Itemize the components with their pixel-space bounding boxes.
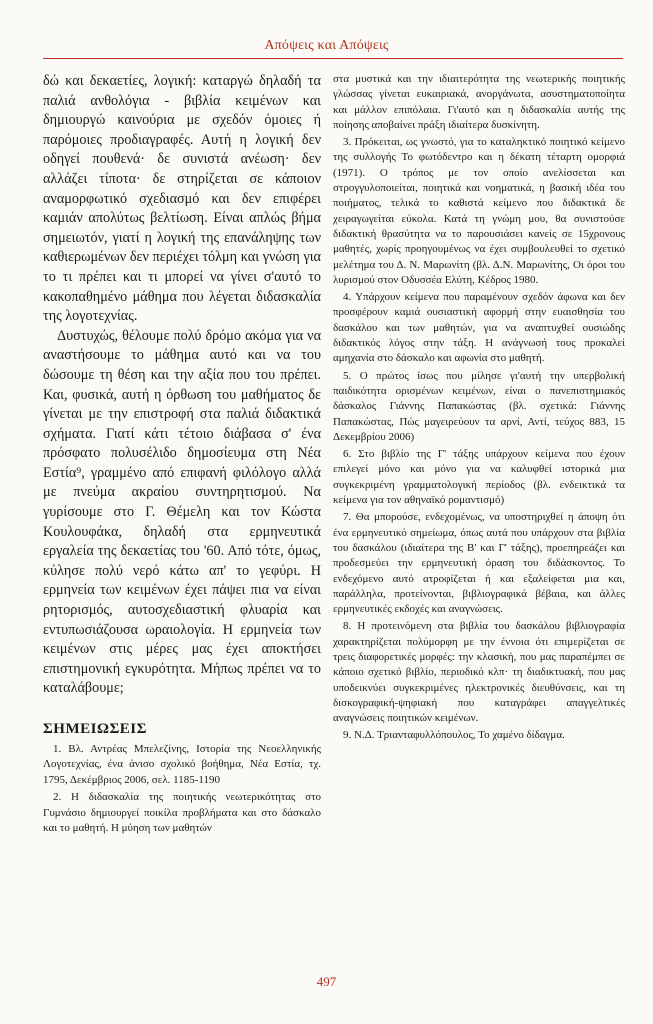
- note-2-continued: στα μυστικά και την ιδιαιτερότητα της νεωτερικής ποιητικής γλώσσας γίνεται ευκαιριακά, ανοργάνωτα, ασυστηματοποίητα και μάλλον επιπόλαια. Γι'αυτό και η διδασκαλία αυτής της ποίησης αποβαίνει πράξη ιδιαίτερα δυσκίνητη.: [333, 73, 625, 131]
- notes-heading: ΣΗΜΕΙΩΣΕΙΣ: [43, 721, 147, 737]
- note-6: 6. Στο βιβλίο της Γ' τάξης υπάρχουν κείμενα που έχουν επιλεγεί μόνο και μόνο για να καλυφθεί ιστορικά μια συγκεκριμένη γραμματολογική περίοδος (βλ. ενδεικτικά τα κείμενα για τον αθηναϊκό ρομαντισμό): [333, 448, 625, 507]
- left-column: [43, 72, 321, 836]
- note-3: 3. Πρόκειται, ως γνωστό, για το καταληκτικό ποιητικό κείμενο της συλλογής Το φωτόδεντρο και η δέκατη τέταρτη ομορφιά (1971). Ο τρόπος με τον οποίο ανελίσσεται και στρογγυλοποιείται, ποιητικά και νοηματικά, η βασική ιδέα του ποιήματος, τελικά το καθιστά κείμενο που διδακτικά δε χειραγωγείται εύκολα. Κατά τη γνώμη μου, θα συνιστούσε διδακτική θρασύτητα να το παρουσιάσει κανείς σε 15χρονους μαθητές, χωρίς προηγουμένως να έχει συμβουλευθεί το σχετικό μελέτημα του Δ. Ν. Μαρωνίτη (βλ. Δ.Ν. Μαρωνίτης, Οι όροι του λυρισμού στον Οδυσσέα Ελύτη, Κέδρος 1980.: [333, 136, 625, 286]
- note-7: 7. Θα μπορούσε, ενδεχομένως, να υποστηριχθεί η άποψη ότι ένα ερμηνευτικό σημείωμα, όπως αυτά που υπάρχουν στα βιβλία του δασκάλου (ιδιαίτερα της Β' και Γ' τάξης), προεπηρεάζει και προδεσμεύει την ερμηνευτική όραση του διδάσκοντος. Το ενδεχόμενο αυτό ατροφίζεται ή και εξαλείφεται μια και, παράλληλα, προτείνονται, βιβλιογραφικά βέβαια, και άλλες ερμηνευτικές εκδοχές και αναγνώσεις.: [333, 511, 625, 616]
- note-1: 1. Βλ. Αντρέας Μπελεζίνης, Ιστορία της Νεοελληνικής Λογοτεχνίας, ένα άνισο σχολικό βοήθημα, Νέα Εστία, τχ. 1795, Δεκέμβριος 2006, σελ. 1185-1190: [43, 743, 321, 786]
- note-4: 4. Υπάρχουν κείμενα που παραμένουν σχεδόν άφωνα και δεν προσφέρουν καμιά ουσιαστική αφορμή στην ευαισθησία του δασκάλου και των μαθητών, για να αναπτυχθεί ουσιώδης διδακτικός λόγος στην τάξη. Η ανάγνωσή τους προκαλεί αμηχανία στο δάσκαλο και αφωνία στο μαθητή.: [333, 291, 625, 365]
- note-5: 5. Ο πρώτος ίσως που μίλησε γι'αυτή την υπερβολική παιδικότητα ορισμένων κειμένων, είναι ο πανεπιστημιακός δάσκαλος Γιάννης Παπακώστας (βλ. σχετικά: Γιάννης Παπακώστας, Πώς μαγειρεύουν τα αρνί, Αντί, τεύχος 883, 15 Δεκεμβρίου 2006): [333, 369, 625, 443]
- page-number: 497: [316, 974, 337, 989]
- main-paragraph-2: Δυστυχώς, θέλουμε πολύ δρόμο ακόμα για να αναστήσουμε το μάθημα αυτό και να του δώσουμε τη θέση και την αξία που του πρέπει. Και, φυσικά, αυτή η όρθωση του μαθήματος δε γίνεται με την επιστροφή στα παλιά διδακτικά σχήματα. Γιατί κάτι τέτοιο διάβασα σ' ένα πρόσφατο πολυσέλιδο δημοσίευμα στη Νέα Εστία⁹, γραμμένο από επιφανή φιλόλογο αλλά με πνεύμα ακραίου συντηρητισμού. Να γυρίσουμε στο Γ. Θέμελη και τον Κώστα Κουλουφάκα, δηλαδή στα ερμηνευτικά εργαλεία της δεκαετίας του '60. Από τότε, όμως, κύλησε πολύ νερό κάτω απ' το γεφύρι. Η ερμηνεία των κειμένων έχει πάψει πια να είναι ρητορισμός, αυτοσχεδιαστική φλυαρία και εντυπωσιάζουσα ωραιολογία. Η ερμηνεία των κειμένων στις μέρες μας έχει αποκτήσει επιστημονική εγκυρότητα. Μήπως πρέπει να το καταλάβουμε;: [43, 327, 321, 697]
- note-8: 8. Η προτεινόμενη στα βιβλία του δασκάλου βιβλιογραφία χαρακτηρίζεται πολύμορφη με την έννοια ότι επιμερίζεται σε τρεις διαφορετικές μορφές: την κλασική, που μας παραπέμπει σε κάποιο σχετικό βιβλίο, περιοδικό κλπ· τη διαδικτυακή, που μας υποδεικνύει συγκεκριμένες ηλεκτρονικές διευθύνσεις, και τη δισκογραφική-ψηφιακή που καταγράφει απαγγελτικές αναγνώσεις ποιητικών κειμένων.: [333, 620, 625, 725]
- main-paragraph-1: δώ και δεκαετίες, λογική: καταργώ δηλαδή τα παλιά ανθολόγια - βιβλία κειμένων και δημιουργώ καινούρια με σχεδόν όμοιες ή παρόμοιες προδιαγραφές. Αυτή η λογική δεν οδηγεί πουθενά· δε συνιστά ανέωση· δεν αλλάζει τίποτα· δε στηρίζεται σε κάποιον αναμορφωτικό σχεδιασμό και δεν επιφέρει καμιάν απολύτως βελτίωση. Είναι απλώς βήμα σημειωτόν, γιατί η λογική της επανάληψης των καθιερωμένων δεν περιέχει τόλμη και γνώση για το τι πρέπει και τι μπορεί να γίνει σ'αυτό το κακοπαθημένο μάθημα που λέγεται διδασκαλία της λογοτεχνίας.: [43, 73, 321, 325]
- running-header: Απόψεις και Απόψεις: [264, 38, 389, 53]
- note-2-start: 2. Η διδασκαλία της ποιητικής νεωτερικότητας στο Γυμνάσιο δημιουργεί ποικίλα προβλήματα και στο δάσκαλο και το μαθητή. Η μύηση των μαθητών: [43, 791, 321, 835]
- header-rule: [43, 58, 623, 59]
- right-column: [333, 72, 625, 744]
- note-9: 9. Ν.Δ. Τριανταφυλλόπουλος, Το χαμένο δίδαγμα.: [343, 729, 565, 742]
